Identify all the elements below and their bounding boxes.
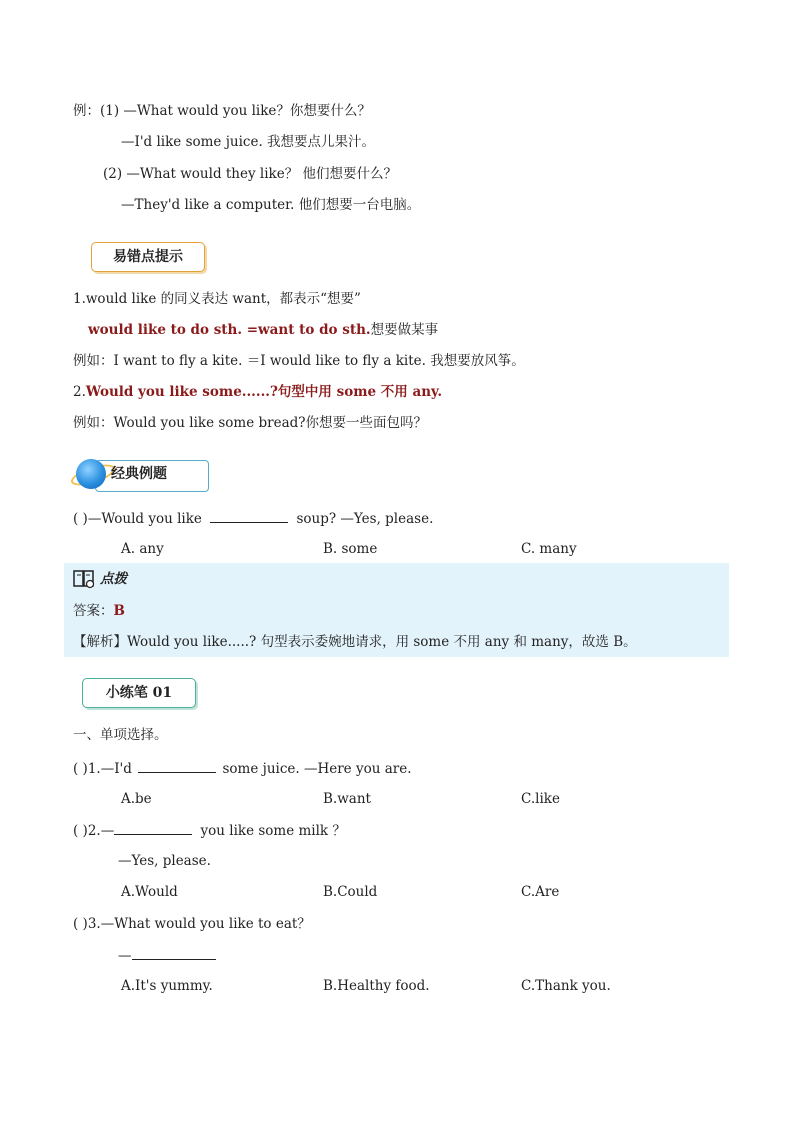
answer-line [73, 601, 125, 621]
classic-example-heading: 经典例题 [111, 466, 167, 482]
practice-question-2 [73, 820, 346, 841]
q1-option-a: A.be [121, 791, 152, 807]
q2-option-c: C.Are [521, 884, 560, 900]
practice-question-1 [73, 758, 412, 779]
example-line-1: 例：(1) —What would you like？你想要什么？ [73, 103, 371, 119]
practice-question-3: ( )3.—What would you like to eat？ [73, 916, 311, 932]
q1-prefix: ( )1.—I'd [73, 761, 132, 777]
q3-option-b: B.Healthy food. [323, 978, 430, 994]
answer-label: 答案： [73, 603, 114, 619]
classic-option-b: B. some [323, 541, 378, 557]
q1-option-b: B.want [323, 791, 371, 807]
error-tips-heading: 易错点提示 [91, 242, 205, 272]
q3-option-a: A.It's yummy. [121, 978, 213, 994]
practice-section-title: 一、单项选择。 [73, 727, 168, 743]
example-line-4: —They'd like a computer. 他们想要一台电脑。 [121, 197, 421, 213]
tip-point-1-formula [88, 320, 438, 340]
tip-point-1: 1.would like 的同义表达 want，都表示“想要” [73, 291, 361, 307]
q3-reply [118, 945, 216, 966]
q2-option-a: A.Would [121, 884, 178, 900]
tip-point-2 [73, 382, 442, 402]
classic-option-a: A. any [121, 541, 164, 557]
classic-question [73, 508, 433, 529]
globe-icon [76, 459, 106, 489]
q2-suffix: you like some milk ？ [200, 823, 346, 839]
q2-reply: —Yes, please. [118, 853, 211, 869]
tip-panel-title: 点拨 [100, 571, 127, 587]
classic-question-prefix: ( )—Would you like [73, 511, 202, 527]
tip-point-1-example: 例如：I want to fly a kite. ＝I would like to fly a kite. 我想要放风筝。 [73, 353, 525, 369]
answer-blank [210, 508, 288, 523]
q1-option-c: C.like [521, 791, 560, 807]
practice-heading: 小练笔 01 [82, 678, 196, 708]
q2-prefix: ( )2.— [73, 823, 115, 839]
classic-question-suffix: soup? —Yes, please. [296, 511, 434, 527]
q1-suffix: some juice. —Here you are. [222, 761, 412, 777]
q3-reply-dash: — [118, 948, 132, 964]
classic-option-c: C. many [521, 541, 577, 557]
q1-blank [138, 758, 216, 773]
answer-value: B [113, 603, 125, 619]
q2-blank [114, 820, 192, 835]
example-line-3: (2) —What would they like？ 他们想要什么？ [103, 166, 398, 182]
q3-blank [132, 945, 216, 960]
formula-meaning: 想要做某事 [370, 322, 439, 338]
tip-point-2-number: 2. [73, 384, 86, 400]
book-icon [73, 569, 95, 589]
tip-point-2-rule: Would you like some......?句型中用 some 不用 any. [85, 384, 443, 400]
q3-option-c: C.Thank you. [521, 978, 611, 994]
analysis-text: 【解析】Would you like.....? 句型表示委婉地请求，用 some 不用 any 和 many，故选 B。 [73, 634, 637, 650]
tip-point-2-example: 例如：Would you like some bread?你想要一些面包吗？ [73, 415, 428, 431]
example-line-2: —I'd like some juice. 我想要点儿果汁。 [121, 134, 376, 150]
q2-option-b: B.Could [323, 884, 378, 900]
formula-text: would like to do sth. =want to do sth. [88, 322, 371, 338]
